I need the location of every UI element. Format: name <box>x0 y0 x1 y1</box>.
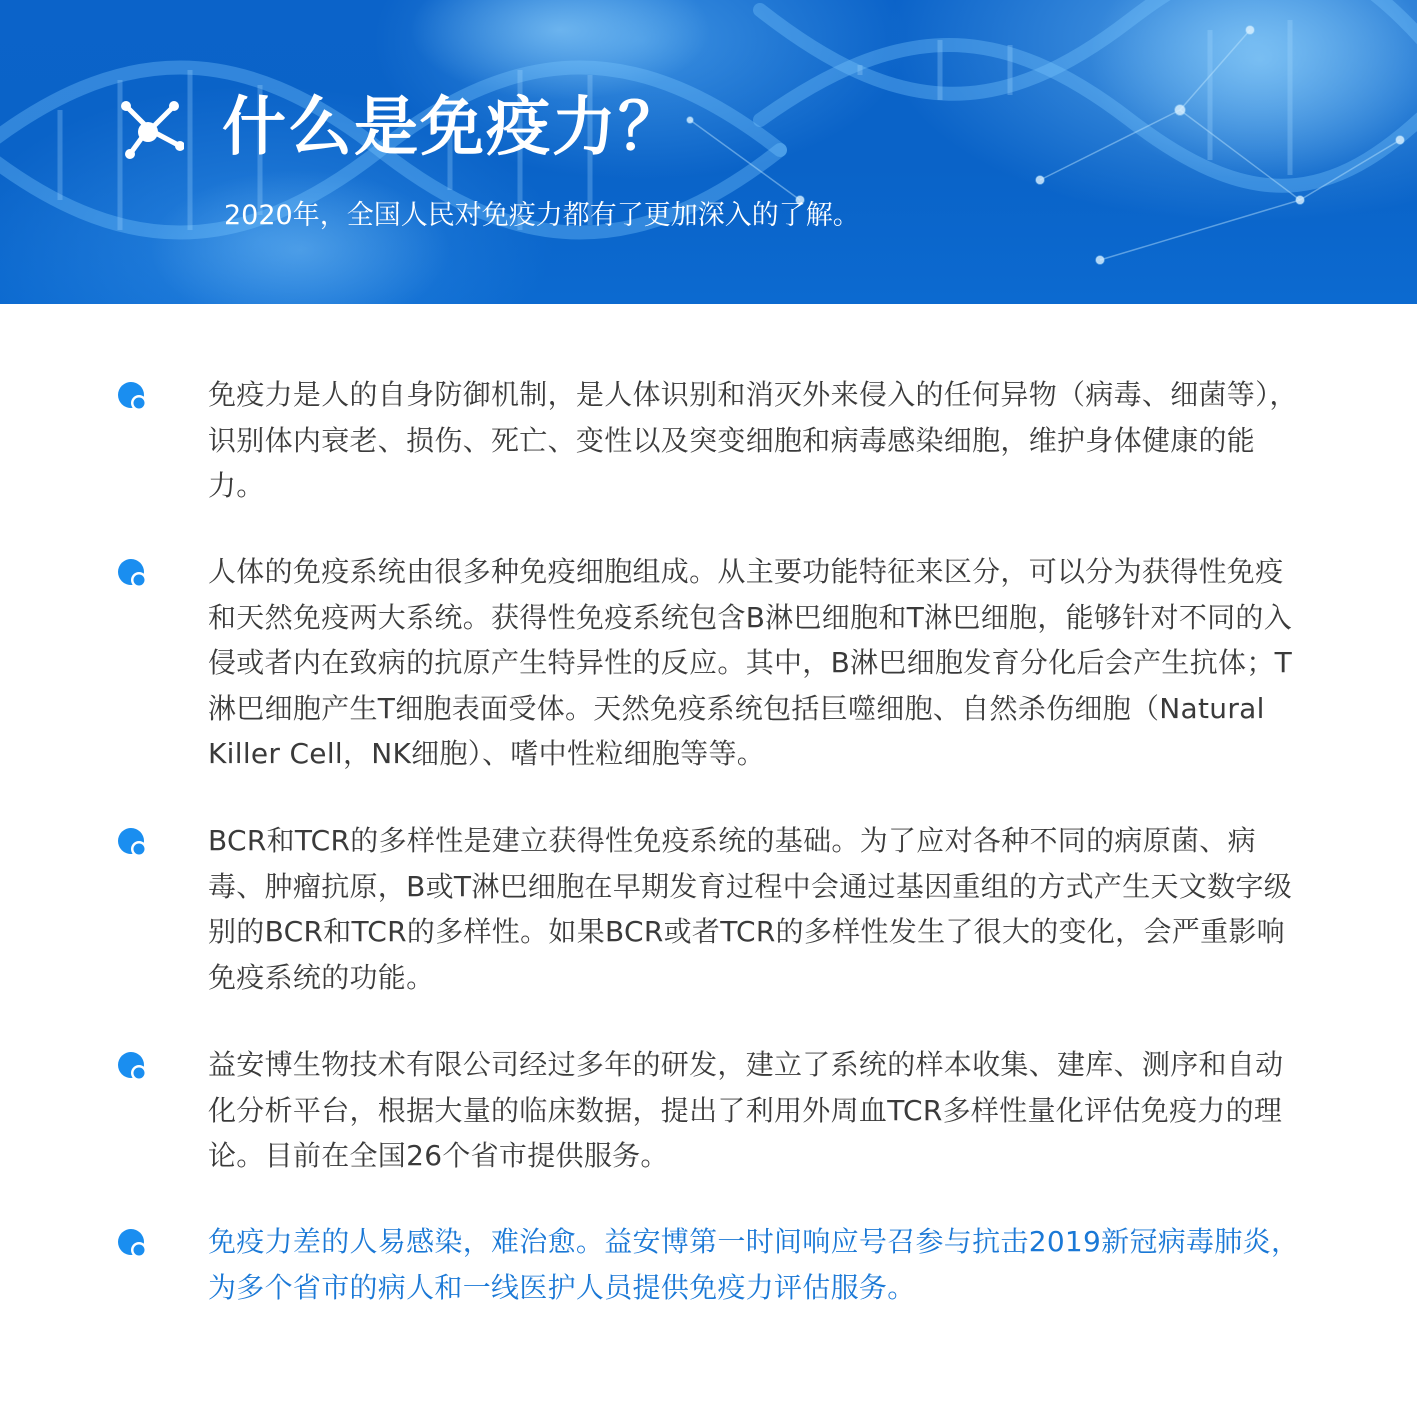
paragraph-text: BCR和TCR的多样性是建立获得性免疫系统的基础。为了应对各种不同的病原菌、病毒、肿瘤抗原，B或T淋巴细胞在早期发育过程中会通过基因重组的方式产生天文数字级别的BCR和TCR的多样性。如果BCR或者TCR的多样性发生了很大的变化，会严重影响免疫系统的功能。 <box>208 824 1293 994</box>
title-row <box>116 88 684 168</box>
cell-bubble-icon <box>118 558 150 590</box>
highlight-paragraph-text: 免疫力差的人易感染，难治愈。益安博第一时间响应号召参与抗击2019新冠病毒肺炎，为多个省市的病人和一线医护人员提供免疫力评估服务。 <box>208 1225 1300 1304</box>
cell-bubble-icon <box>118 1228 150 1260</box>
page-title: 什么是免疫力？ <box>222 91 684 165</box>
cell-bubble-icon <box>118 1051 150 1083</box>
header-banner <box>0 0 1417 304</box>
cell-bubble-icon <box>118 381 150 413</box>
molecule-icon <box>116 94 184 162</box>
page-subtitle: 2020年，全国人民对免疫力都有了更加深入的了解。 <box>224 200 860 231</box>
paragraph-text: 免疫力是人的自身防御机制，是人体识别和消灭外来侵入的任何异物（病毒、细菌等），识别体内衰老、损伤、死亡、变性以及突变细胞和病毒感染细胞，维护身体健康的能力。 <box>208 378 1298 502</box>
paragraph-text: 人体的免疫系统由很多种免疫细胞组成。从主要功能特征来区分，可以分为获得性免疫和天然免疫两大系统。获得性免疫系统包含B淋巴细胞和T淋巴细胞，能够针对不同的入侵或者内在致病的抗原产生特异性的反应。其中，B淋巴细胞发育分化后会产生抗体；T淋巴细胞产生T细胞表面受体。天然免疫系统包括巨噬细胞、自然杀伤细胞（Natural Killer Cell，NK细胞）、嗜中性粒细胞等等。 <box>208 555 1293 770</box>
paragraph-text: 益安博生物技术有限公司经过多年的研发，建立了系统的样本收集、建库、测序和自动化分析平台，根据大量的临床数据，提出了利用外周血TCR多样性量化评估免疫力的理论。目前在全国26个省市提供服务。 <box>208 1048 1284 1172</box>
cell-bubble-icon <box>118 827 150 859</box>
